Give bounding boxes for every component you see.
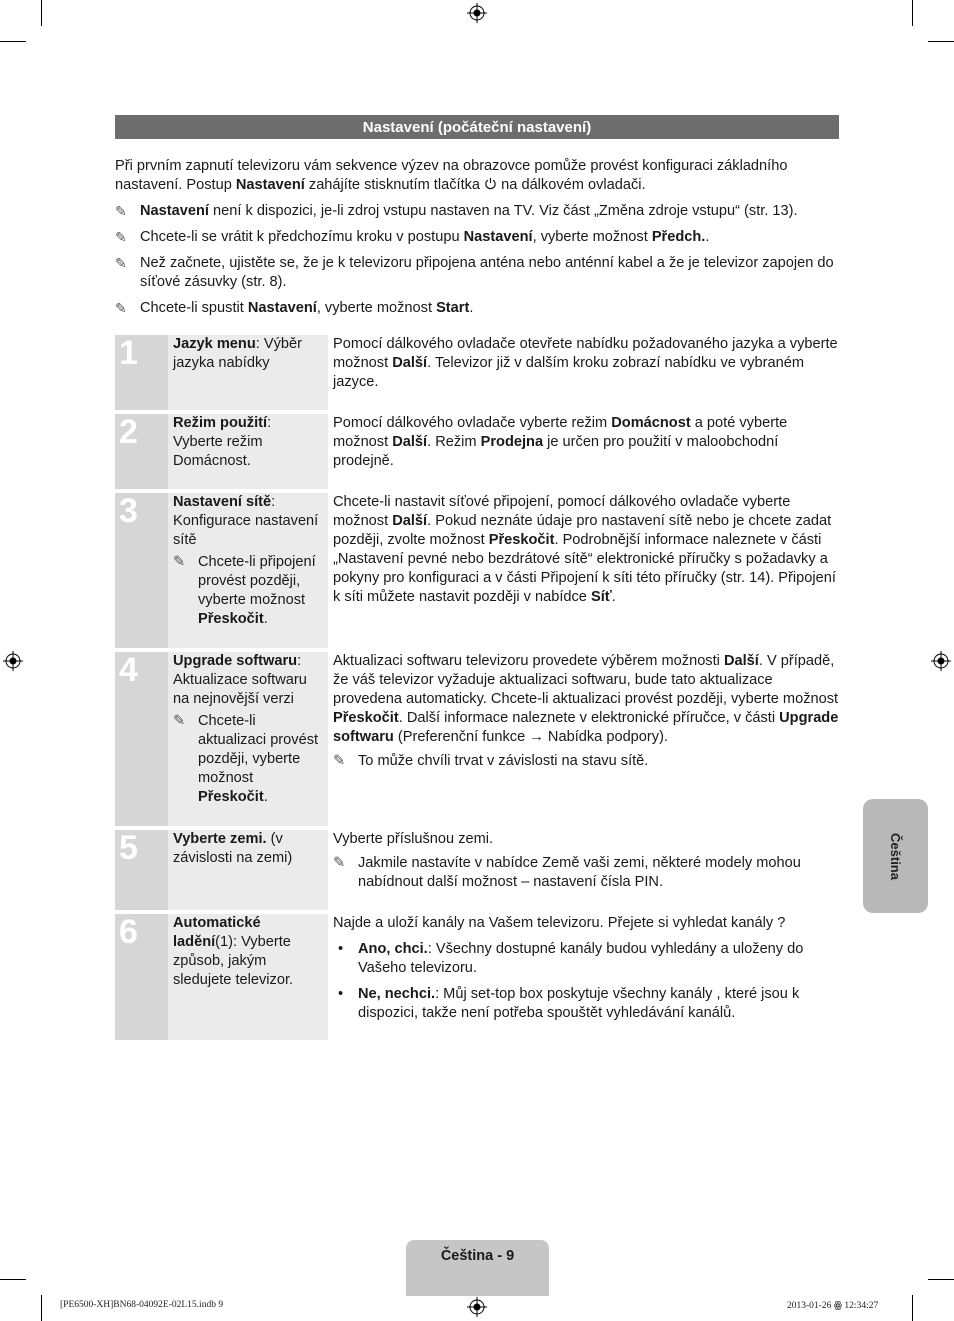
bullet-text [358, 985, 839, 1023]
step-description [333, 652, 839, 747]
note-text: Chcete-li spustit [140, 300, 248, 316]
note-text: . [263, 611, 268, 627]
description-bold: Další [723, 653, 759, 669]
bullet-bold: Ne, nechci. [358, 986, 436, 1002]
power-icon [484, 177, 497, 190]
note-text: není k dispozici, je-li zdroj vstupu nastaven na TV. Viz část „Změna zdroje vstupu“ (str. 13). [208, 203, 798, 219]
intro-bold: Nastavení [235, 177, 305, 193]
bullet-bold: Ano, chci. [358, 941, 428, 957]
intro-text: Při prvním zapnutí televizoru vám sekvence výzev na obrazovce pomůže provést konfiguraci základního nastavení. Postup [115, 158, 788, 193]
note-bold: Přeskočit [198, 611, 264, 627]
description-text: . Televizor již v dalším kroku zobrazí nabídku ve vybraném jazyce. [333, 355, 805, 390]
note-text: Chcete-li připojení provést později, vyberte možnost [198, 554, 316, 608]
intro-note [115, 228, 845, 247]
intro-note-text [140, 299, 845, 318]
step-description-cell [328, 493, 839, 648]
step-right-note-text: Jakmile nastavíte v nabídce Země vaši zemi, některé modely mohou nabídnout další možnost – nastavení čísla PIN. [358, 855, 801, 890]
description-text: je určen pro použití v maloobchodní prodejně. [333, 434, 779, 469]
description-text: (Preferenční funkce → Nabídka podpory). [393, 729, 668, 745]
intro-note [115, 202, 845, 221]
intro-note [115, 299, 845, 318]
step-title-cell [168, 652, 328, 826]
step-row [115, 414, 839, 489]
description-text: . Podrobnější informace naleznete v části „Nastavení pevné nebo bezdrátové sítě“ elektronické příručky s požadavky a pokyny pro konfiguraci a v části Připojení k síti této příručky (str. 14). Připojení k síti můžete nastavit později v nabídce [333, 532, 836, 605]
step-title-cell [168, 335, 328, 410]
note-bold: Start [436, 300, 470, 316]
pencil-note-icon: ✎ [333, 855, 346, 871]
crop-mark [41, 1295, 42, 1321]
step-left-note-text [198, 553, 324, 629]
intro-note [115, 254, 845, 292]
note-text: , vyberte možnost [532, 229, 652, 245]
page-number-tab [406, 1240, 549, 1296]
step-row [115, 652, 839, 826]
step-title: Režim použití [173, 415, 268, 431]
step-number: 5 [115, 830, 168, 910]
step-description-cell [328, 652, 839, 826]
description-text: . Další informace naleznete v elektronické příručce, v části [398, 710, 780, 726]
step-description [333, 914, 839, 933]
step-number: 1 [115, 335, 168, 410]
intro-note-text [140, 202, 845, 221]
section-title: Nastavení (počáteční nastavení) [115, 115, 839, 139]
description-text: . V případě, že váš televizor vyžaduje aktualizaci softwaru, bude tato aktualizace provedena automaticky. Chcete-li aktualizaci provést později, vyberte možnost [333, 653, 839, 707]
note-bold: Předch. [651, 229, 706, 245]
step-description-cell [328, 830, 839, 910]
file-info-left: [PE6500-XH]BN68-04092E-02L15.indb 9 [60, 1300, 224, 1310]
description-bold: Přeskočit [333, 710, 399, 726]
note-text: Chcete-li se vrátit k předchozímu kroku v postupu [140, 229, 464, 245]
crop-mark [912, 0, 913, 26]
crop-mark [0, 41, 26, 42]
step-right-note [333, 854, 839, 892]
description-text: Chcete-li nastavit síťové připojení, pomocí dálkového ovladače vyberte možnost [333, 494, 791, 529]
pencil-note-icon: ✎ [115, 203, 127, 219]
step-number: 2 [115, 414, 168, 489]
description-text: . Pokud neznáte údaje pro nastavení sítě nebo je chcete zadat později, zvolte možnost [333, 513, 832, 548]
step-description [333, 335, 839, 392]
note-text: . [263, 789, 268, 805]
step-description [333, 493, 839, 607]
registration-mark-icon [467, 3, 487, 23]
step-number: 3 [115, 493, 168, 648]
description-text: a poté vyberte možnost [333, 415, 788, 450]
step-left-note-text [198, 712, 324, 807]
registration-mark-icon [467, 1297, 487, 1317]
steps-table [115, 335, 839, 1044]
note-text: Chcete-li aktualizaci provést později, vyberte možnost [198, 713, 319, 786]
step-left-note [173, 553, 324, 629]
step-row [115, 335, 839, 410]
language-side-tab-label: Čeština [888, 832, 903, 880]
step-title-cell [168, 493, 328, 648]
step-row [115, 830, 839, 910]
description-bold: Přeskočit [488, 532, 555, 548]
step-subtitle: : Vyberte režim Domácnost. [173, 415, 272, 469]
step-right-note [333, 752, 839, 771]
registration-mark-icon [3, 651, 23, 671]
intro-text: zahájíte stisknutím tlačítka [304, 177, 485, 193]
note-bold: Přeskočit [198, 789, 264, 805]
description-bold: Další [392, 434, 428, 450]
bullet-rest: : Všechny dostupné kanály budou vyhledány a uloženy do Vašeho televizoru. [358, 941, 804, 976]
intro-note-text [140, 228, 845, 247]
step-subtitle: : Konfigurace nastavení sítě [173, 494, 319, 548]
step-row [115, 493, 839, 648]
note-text: . [469, 300, 474, 316]
pencil-note-icon: ✎ [115, 300, 127, 316]
pencil-note-icon: ✎ [333, 753, 346, 769]
step-subtitle: (1): Vyberte způsob, jakým sledujete televizor. [173, 934, 294, 988]
registration-mark-icon [931, 651, 951, 671]
description-bold: Prodejna [480, 434, 544, 450]
description-bold: Domácnost [611, 415, 691, 431]
description-text: Vyberte příslušnou zemi. [333, 831, 494, 847]
intro-notes [115, 202, 845, 318]
note-text: Než začnete, ujistěte se, že je k televizoru připojena anténa nebo anténní kabel a že je televizor zapojen do síťové zásuvky (str. 8). [140, 255, 834, 290]
file-info-right: 2013-01-26 ꙮ 12:34:27 [787, 1301, 879, 1311]
intro-block [115, 157, 845, 318]
intro-paragraph [115, 157, 845, 195]
step-number: 6 [115, 914, 168, 1040]
step-title-cell [168, 914, 328, 1040]
note-bold: Nastavení [247, 300, 317, 316]
bullet-item [333, 940, 839, 978]
step-description-cell [328, 414, 839, 489]
pencil-note-icon: ✎ [173, 713, 186, 729]
language-side-tab [863, 799, 928, 913]
description-text: . [611, 589, 616, 605]
step-title: Upgrade softwaru [173, 653, 298, 669]
crop-mark [912, 1295, 913, 1321]
note-bold: Nastavení [140, 203, 209, 219]
crop-mark [928, 41, 954, 42]
step-subtitle: : Výběr jazyka nabídky [173, 336, 302, 371]
step-row [115, 914, 839, 1040]
description-text: Aktualizaci softwaru televizoru provedete výběrem možnosti [333, 653, 724, 669]
crop-mark [41, 0, 42, 26]
description-bold: Síť [590, 589, 612, 605]
description-text: Pomocí dálkového ovladače vyberte režim [333, 415, 612, 431]
description-bold: Další [392, 513, 428, 529]
description-text: . Režim [427, 434, 481, 450]
note-text: . [705, 229, 710, 245]
intro-note-text [140, 254, 845, 292]
crop-mark [0, 1279, 26, 1280]
bullet-item [333, 985, 839, 1023]
step-description-cell [328, 335, 839, 410]
note-bold: Nastavení [463, 229, 533, 245]
crop-mark [928, 1279, 954, 1280]
step-title-cell [168, 830, 328, 910]
bullet-rest: : Můj set-top box poskytuje všechny kanály , které jsou k dispozici, takže není potřeba spouštět vyhledávání kanálů. [358, 986, 800, 1021]
pencil-note-icon: ✎ [115, 229, 127, 245]
step-title: Vyberte zemi. [173, 831, 267, 847]
step-right-note-text: To může chvíli trvat v závislosti na stavu sítě. [358, 753, 649, 769]
intro-text: na dálkovém ovladači. [497, 177, 646, 193]
step-title: Jazyk menu [173, 336, 256, 352]
step-subtitle: (v závislosti na zemi) [173, 831, 293, 866]
step-title: Nastavení sítě [173, 494, 272, 510]
bullet-icon: • [338, 941, 344, 957]
step-subtitle: : Aktualizace softwaru na nejnovější verzi [173, 653, 307, 707]
step-title: Automatické ladění [173, 915, 261, 950]
step-description [333, 830, 839, 849]
pencil-note-icon: ✎ [173, 554, 186, 570]
step-title-cell [168, 414, 328, 489]
bullet-text [358, 940, 839, 978]
step-description [333, 414, 839, 471]
description-text: Pomocí dálkového ovladače otevřete nabídku požadovaného jazyka a vyberte možnost [333, 336, 838, 371]
pencil-note-icon: ✎ [115, 255, 127, 271]
description-text: Najde a uloží kanály na Vašem televizoru. Přejete si vyhledat kanály ? [333, 915, 786, 931]
page-number: Čeština - 9 [440, 1248, 515, 1264]
bullet-icon: • [338, 986, 344, 1002]
description-bold: Upgrade softwaru [333, 710, 839, 745]
step-description-cell [328, 914, 839, 1040]
step-number: 4 [115, 652, 168, 826]
note-text: , vyberte možnost [316, 300, 437, 316]
description-bold: Další [392, 355, 428, 371]
step-left-note [173, 712, 324, 807]
